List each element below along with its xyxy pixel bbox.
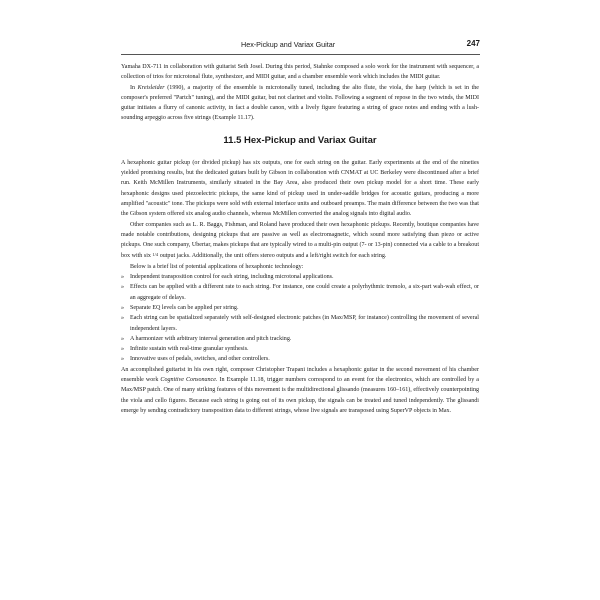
page-body <box>121 62 479 416</box>
section-paragraph-3-text: . In Example 11.18, trigger numbers correspond to an event for the electronics, which are controlled by a Max/MSP patch. One of many striking features of this movement is the multidirectional glissando (measures 160–161), effectively counterpointing the viola and cello figures. Because each string is going out of its own pickup, the signals can be treated and tuned independently. The glissandi emerge by sending contradictory transposition data to different strings, whose live signals are transposed using SuperVP objects in Max. <box>121 377 479 414</box>
applications-list <box>121 272 479 365</box>
bullet-marker: » <box>121 346 125 353</box>
section-paragraph-2 <box>121 220 479 262</box>
section-paragraph-1-text: A hexaphonic guitar pickup (or divided pickup) has six outputs, one for each string on the guitar. Early experiments at the end of the nineties yielded promising results, but the dedicated guitars built by Gibson in collaboration with CNMAT at UC Berkeley were discontinued after a brief run. Keith McMillen Instruments, similarly situated in the Bay Area, also produced their own pickup model for a short time. These early hexaphonic designs used piezoelectric pickups, the same kind of pickup used in under-saddle bridges for acoustic guitars, producing a more amplified "acoustic" tone. The pickups were sold with external interface units and outboard preamps. The main difference between the two was that the Gibson system offered six analog audio channels, whereas McMillen converted the analog signals into digital audio. <box>121 159 479 218</box>
section-heading: 11.5 Hex-Pickup and Variax Guitar <box>223 134 377 146</box>
section-paragraph-2-text: Other companies such as L. R. Baggs, Fishman, and Roland have produced their own hexaphonic pickups. Recently, boutique companies have made notable contributions, designing pickups that are passive as well as electromagnetic, which sound more satisfying than piezo or active pickups. One such company, Ubertar, makes pickups that are typically wired to a multi-pin output (7- or 13-pin) connected via a cable to a breakout box with six <box>121 221 479 260</box>
intro-paragraph-2-prefix: In <box>130 84 138 91</box>
page-header <box>121 36 480 55</box>
bullet-marker: » <box>121 335 125 342</box>
list-item <box>121 313 479 334</box>
bullet-marker: » <box>121 356 125 363</box>
intro-paragraph-1 <box>121 62 479 83</box>
list-item-text: Infinite sustain with real-time granular synthesis. <box>130 346 249 353</box>
list-intro-text: Below is a brief list of potential applications of hexaphonic technology: <box>130 263 304 270</box>
work-title-cognitive-consonance: Cognitive Consonance <box>160 377 216 384</box>
bullet-marker: » <box>121 274 125 281</box>
section-paragraph-1 <box>121 158 479 220</box>
list-item <box>121 334 479 344</box>
intro-paragraph-1-text: Yamaha DX-711 in collaboration with guitarist Seth Josel. During this period, Stahnke composed a solo work for the instrument with sequencer, a collection of trios for microtonal flute, synthesizer, and MIDI guitar, and a chamber ensemble work which includes the MIDI guitar. <box>121 64 479 81</box>
list-item <box>121 354 479 364</box>
list-item <box>121 344 479 354</box>
running-head: Hex-Pickup and Variax Guitar <box>241 40 336 49</box>
list-item-text: Effects can be applied with a different rate to each string. For instance, one could create a polyrhythmic tremolo, a six-part wah-wah effect, or an aggregate of delays. <box>130 284 479 301</box>
section-paragraph-2-text-end: output jacks. Additionally, the unit offers stereo outputs and a left/right switch for each string. <box>158 253 387 260</box>
section-paragraph-3-prefix: An accomplished guitarist in his own right, composer Christopher Trapani includes a hexaphonic guitar in the second movement of his chamber ensemble work <box>121 366 479 384</box>
list-item-text: Separate EQ levels can be applied per string. <box>130 304 239 311</box>
list-item <box>121 303 479 313</box>
page-number: 247 <box>466 39 480 48</box>
list-item-text: Innovative uses of pedals, switches, and other controllers. <box>130 356 270 363</box>
section-paragraph-3 <box>121 365 479 416</box>
bullet-marker: » <box>121 315 125 322</box>
list-item <box>121 282 479 303</box>
bullet-marker: » <box>121 284 125 291</box>
work-title-kreisleider: Kreisleider <box>137 84 165 91</box>
intro-paragraph-2 <box>121 83 479 124</box>
bullet-marker: » <box>121 304 125 311</box>
quarter-inch-fraction: 1/4 <box>152 252 159 258</box>
list-item-text: Each string can be spatialized separately with self-designed electronic patches (in Max/MSP, for instance) controlling the movement of several independent layers. <box>130 315 479 332</box>
list-item-text: Independent transposition control for each string, including microtonal applications. <box>130 274 334 281</box>
list-item <box>121 272 479 282</box>
list-intro <box>121 262 479 272</box>
list-item-text: A harmonizer with arbitrary interval generation and pitch tracking. <box>130 335 292 342</box>
intro-paragraph-2-text: (1990), a majority of the ensemble is microtonally tuned, including the alto flute, the viola, the harp (which is set in the composer's preferred "Partch" tuning), and the MIDI guitar, but not clarinet and violin. Following a segment of repose in the two winds, the MIDI guitar initiates a flurry of canonic activity, in fact a double canon, with a lively figure featuring a string of grace notes and ending with a lush-sounding arpeggio across five strings (Example 11.17). <box>121 84 479 122</box>
